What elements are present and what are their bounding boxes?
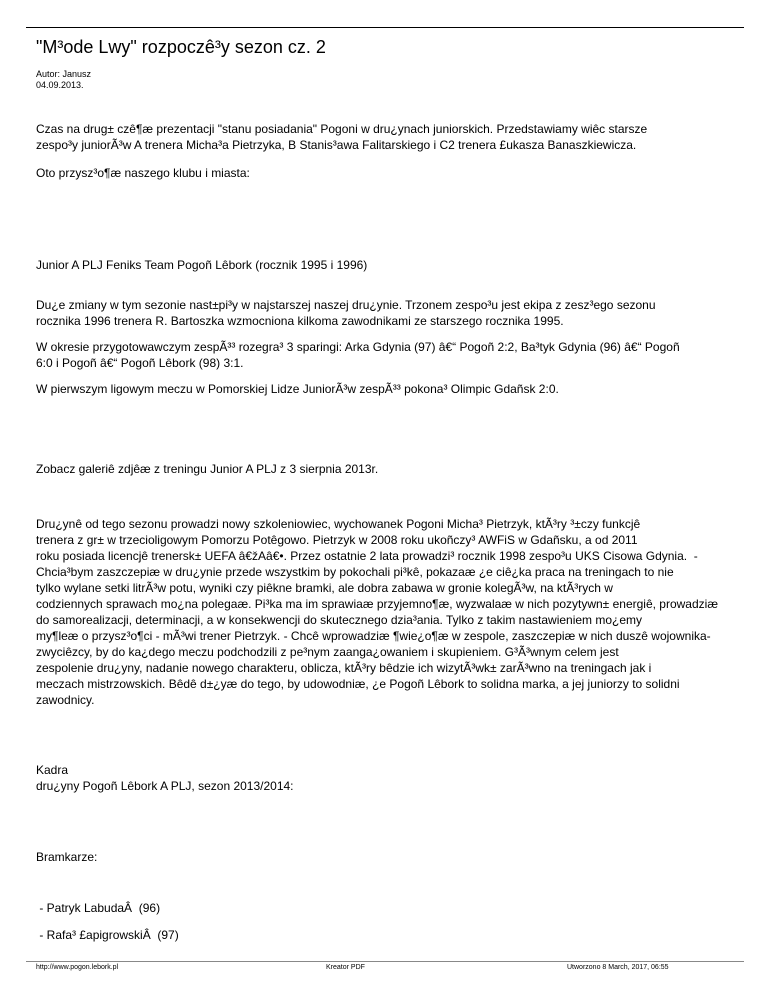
header-rule <box>26 27 744 28</box>
team-heading: Junior A PLJ Feniks Team Pogoñ Lêbork (rocznik 1995 i 1996) <box>36 258 368 272</box>
sparring-paragraph: W okresie przygotowawczym zespÃ³³ rozegra³ 3 sparingi: Arka Gdynia (97) â€“ Pogoñ 2:2, Ba³tyk Gdynia (96) â€“ Pogoñ 6:0 i Pogoñ â€“ Pogoñ Lêbork (98) 3:1. <box>36 340 680 370</box>
gallery-link[interactable]: Zobacz galeriê zdjêæ z treningu Junior A PLJ z 3 sierpnia 2013r. <box>36 462 379 476</box>
footer-created: Utworzono 8 March, 2017, 06:55 <box>567 964 669 971</box>
player-item: - Patryk LabudaÂ (96) <box>36 901 161 915</box>
article-author: Autor: Janusz <box>36 69 92 79</box>
goalkeepers-heading: Bramkarze: <box>36 850 98 864</box>
footer-creator: Kreator PDF <box>326 964 365 971</box>
article-title: "M³ode Lwy" rozpoczê³y sezon cz. 2 <box>36 37 326 57</box>
changes-paragraph: Du¿e zmiany w tym sezonie nast±pi³y w najstarszej naszej dru¿ynie. Trzonem zespo³u jest ekipa z zesz³ego sezonu rocznika 1996 trenera R. Bartoszka wzmocniona kilkoma zawodnikami ze starszego rocznika 1995. <box>36 298 656 328</box>
future-paragraph: Oto przysz³o¶æ naszego klubu i miasta: <box>36 166 250 180</box>
player-item: - Rafa³ £apigrowskiÂ (97) <box>36 928 179 942</box>
article-date: 04.09.2013. <box>36 80 84 90</box>
squad-heading: Kadra dru¿yny Pogoñ Lêbork A PLJ, sezon 2013/2014: <box>36 763 294 793</box>
league-paragraph: W pierwszym ligowym meczu w Pomorskiej Lidze JuniorÃ³w zespÃ³³ pokona³ Olimpic Gdañsk 2:0. <box>36 382 559 396</box>
footer-url[interactable]: http://www.pogon.lebork.pl <box>36 964 119 971</box>
coach-paragraph: Dru¿ynê od tego sezonu prowadzi nowy szkoleniowiec, wychowanek Pogoni Micha³ Pietrzyk, ktÃ³ry ³±czy funkcjê trenera z gr± w trzecioligowym Pomorzu Potêgowo. Pietrzyk w 2008 roku ukoñczy³ AWFiS w Gdañsku, a od 2011 roku posiada licencjê trenersk± UEFA â€žAâ€•. Przez ostatnie 2 lata prowadzi³ rocznik 1998 zespo³u UKS Cisowa Gdynia. - Chcia³bym zaszczepiæ w dru¿ynie przede wszystkim by pokochali pi³kê, pokazaæ ¿e ciê¿ka praca na treningach to nie tylko wylane setki litrÃ³w potu, wyniki czy piêkne bramki, ale dobra zabawa w gronie kolegÃ³w, na ktÃ³rych w codziennych sprawach mo¿na polegaæ. Pi³ka ma im sprawiaæ przyjemno¶æ, wyzwalaæ w nich pozytywn± energiê, prowadziæ do samorealizacji, determinacji, a w konsekwencji do skutecznego dzia³ania. Tylko z takim nastawieniem mo¿emy my¶leæ o przysz³o¶ci - mÃ³wi trener Pietrzyk. - Chcê wprowadziæ ¶wie¿o¶æ w zespole, zaszczepiæ w nich duszê wojownika- zwyciêzcy, by do ka¿dego meczu podchodzili z pe³nym zaanga¿owaniem i skupieniem. G³Ã³wnym celem jest zespolenie dru¿yny, nadanie nowego charakteru, oblicza, ktÃ³ry bêdzie ich wizytÃ³wk± zarÃ³wno na treningach jak i meczach mistrzowskich. Bêdê d±¿yæ do tego, by udowodniæ, ¿e Pogoñ Lêbork to solidna marka, a jej juniorzy to solidni zawodnicy. <box>36 517 718 707</box>
intro-paragraph: Czas na drug± czê¶æ prezentacji "stanu posiadania" Pogoni w dru¿ynach juniorskich. Przedstawiamy wiêc starsze zespo³y juniorÃ³w A trenera Micha³a Pietrzyka, B Stanis³awa Falitarskiego i C2 trenera £ukasza Banaszkiewicza. <box>36 122 648 152</box>
footer-rule <box>26 961 744 962</box>
